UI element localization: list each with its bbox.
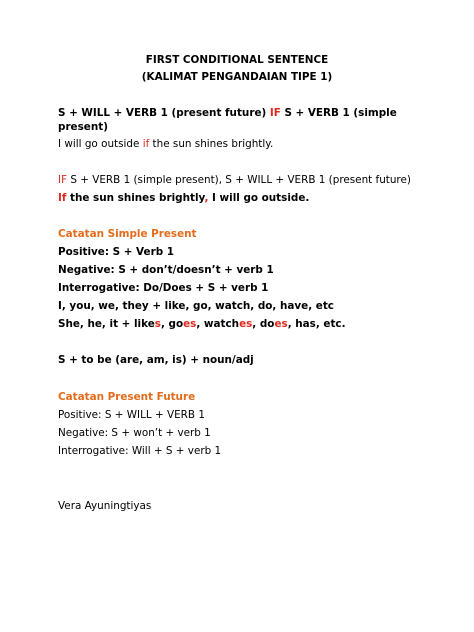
formula-1-if: IF [269, 107, 281, 119]
singular-suffix-1: s [154, 318, 161, 330]
example-1 [58, 137, 273, 151]
formula-2-if: IF [58, 174, 68, 186]
present-future-heading: Catatan Present Future [58, 391, 196, 403]
example-2-clause: the sun shines brightly [66, 192, 205, 204]
document-title: FIRST CONDITIONAL SENTENCE [145, 54, 329, 66]
simple-present-plural-subjects: I, you, we, they + like, go, watch, do, have, etc [58, 300, 334, 312]
simple-present-interrogative: Interrogative: Do/Does + S + verb 1 [58, 282, 269, 294]
formula-2-rest: S + VERB 1 (simple present), S + WILL + VERB 1 (present future) [67, 174, 411, 186]
document-subtitle: (KALIMAT PENGANDAIAN TIPE 1) [141, 71, 333, 83]
present-future-positive: Positive: S + WILL + VERB 1 [58, 409, 205, 421]
simple-present-negative: Negative: S + don’t/doesn’t + verb 1 [58, 264, 274, 276]
singular-suffix-2: es [183, 318, 197, 330]
singular-part-5: , has, etc. [287, 318, 346, 330]
example-1-main: I will go outside [58, 138, 143, 150]
formula-2 [58, 173, 411, 187]
simple-present-heading: Catatan Simple Present [58, 228, 197, 240]
singular-suffix-3: es [239, 318, 253, 330]
simple-present-positive: Positive: S + Verb 1 [58, 246, 174, 258]
example-2 [58, 191, 309, 205]
to-be-formula: S + to be (are, am, is) + noun/adj [58, 354, 254, 366]
example-2-if: If [58, 192, 67, 204]
singular-part-4: , do [252, 318, 275, 330]
example-2-main: I will go outside. [208, 192, 310, 204]
example-1-clause: the sun shines brightly. [149, 138, 274, 150]
singular-part-2: , go [160, 318, 184, 330]
singular-part-3: , watch [196, 318, 240, 330]
example-1-if: if [142, 138, 150, 150]
present-future-interrogative: Interrogative: Will + S + verb 1 [58, 445, 222, 457]
simple-present-singular-subjects [58, 317, 346, 331]
formula-1-line-2: present) [58, 121, 108, 133]
present-future-negative: Negative: S + won’t + verb 1 [58, 427, 211, 439]
formula-1-line-1 [58, 106, 397, 120]
formula-1-main: S + WILL + VERB 1 (present future) [58, 107, 270, 119]
formula-1-clause: S + VERB 1 (simple [280, 107, 397, 119]
example-2-comma: , [204, 192, 209, 204]
singular-suffix-4: es [274, 318, 288, 330]
author-name: Vera Ayuningtiyas [58, 500, 152, 512]
singular-part-1: She, he, it + like [58, 318, 155, 330]
